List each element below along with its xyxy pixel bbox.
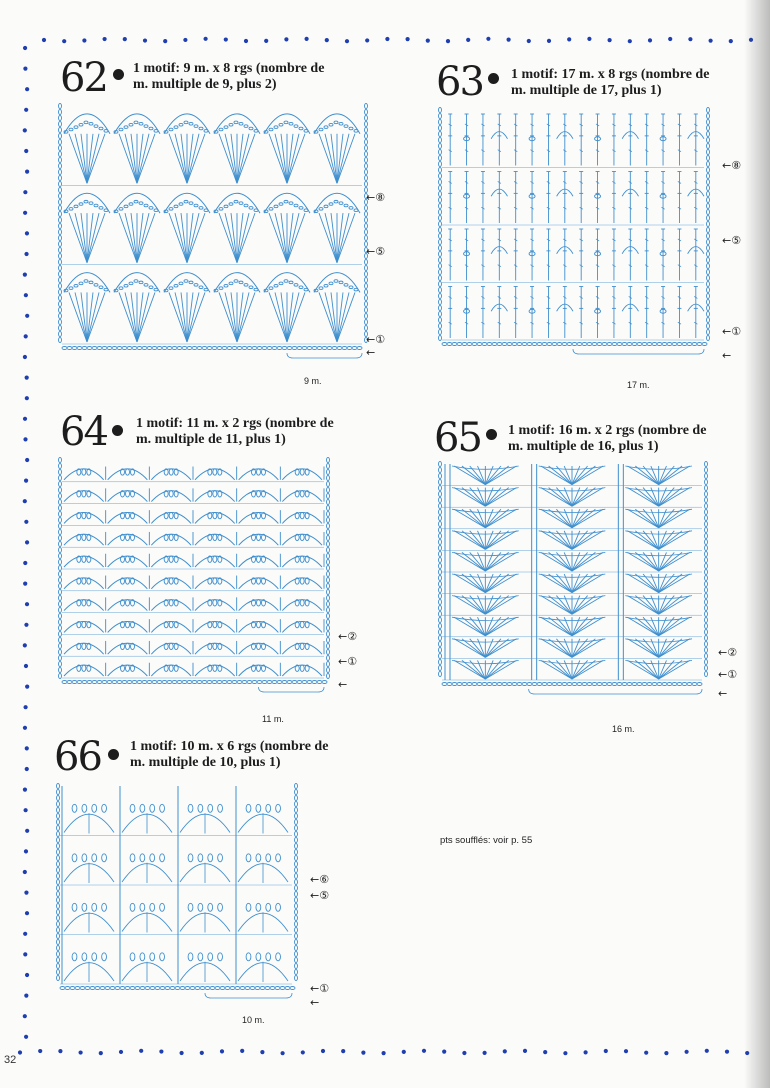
repeat-label-66: 10 m. bbox=[242, 1015, 265, 1025]
row-marker-5: ←⑤ bbox=[722, 234, 742, 247]
pattern-bullet bbox=[113, 69, 124, 80]
pattern-bullet bbox=[486, 429, 497, 440]
row-marker-1: ←① bbox=[718, 668, 738, 681]
page-binding-shadow bbox=[744, 0, 770, 1088]
pattern-description-line: 1 motif: 16 m. x 2 rgs (nombre de bbox=[508, 423, 707, 438]
pattern-description-line: m. multiple de 10, plus 1) bbox=[130, 755, 281, 770]
pattern-number-64: 64 bbox=[60, 409, 107, 455]
row-marker-8: ←⑧ bbox=[722, 159, 742, 172]
repeat-label-63: 17 m. bbox=[627, 380, 650, 390]
row-marker-2: ←② bbox=[718, 646, 738, 659]
pattern-description-63 bbox=[511, 67, 709, 99]
puff-stitch-note: pts soufflés: voir p. 55 bbox=[440, 835, 533, 846]
pattern-description-65 bbox=[508, 423, 706, 455]
start-arrow: ← bbox=[366, 346, 376, 359]
crochet-chart-63 bbox=[436, 104, 718, 366]
row-marker-2: ←② bbox=[338, 630, 358, 643]
pattern-description-line: 1 motif: 11 m. x 2 rgs (nombre de bbox=[136, 416, 334, 431]
page-number: 32 bbox=[4, 1054, 17, 1066]
pattern-bullet bbox=[112, 425, 123, 436]
crochet-chart-64 bbox=[56, 454, 338, 704]
pattern-description-62 bbox=[133, 61, 324, 93]
start-arrow: ← bbox=[718, 687, 728, 700]
start-arrow: ← bbox=[722, 349, 732, 362]
start-arrow: ← bbox=[338, 678, 348, 691]
crochet-chart-62 bbox=[56, 100, 376, 370]
pattern-description-line: m. multiple de 17, plus 1) bbox=[511, 83, 662, 98]
row-marker-1: ←① bbox=[722, 325, 742, 338]
repeat-label-65: 16 m. bbox=[612, 724, 635, 734]
row-marker-1: ←① bbox=[310, 982, 330, 995]
crochet-chart-65 bbox=[436, 458, 716, 706]
start-arrow: ← bbox=[310, 996, 320, 1009]
row-marker-6: ←⑥ bbox=[310, 873, 330, 886]
pattern-description-line: 1 motif: 10 m. x 6 rgs (nombre de bbox=[130, 739, 329, 754]
pattern-number-62: 62 bbox=[60, 55, 107, 101]
pattern-description-66 bbox=[130, 739, 328, 771]
pattern-description-line: 1 motif: 9 m. x 8 rgs (nombre de bbox=[133, 61, 325, 76]
pattern-description-line: 1 motif: 17 m. x 8 rgs (nombre de bbox=[511, 67, 710, 82]
row-marker-5: ←⑤ bbox=[310, 889, 330, 902]
pattern-number-65: 65 bbox=[434, 415, 481, 461]
pattern-description-line: m. multiple de 11, plus 1) bbox=[136, 432, 286, 447]
pattern-description-64 bbox=[136, 416, 334, 448]
row-marker-5: ←⑤ bbox=[366, 245, 386, 258]
crochet-chart-66 bbox=[54, 780, 306, 1010]
row-marker-1: ←① bbox=[366, 333, 386, 346]
repeat-label-64: 11 m. bbox=[262, 714, 284, 724]
pattern-bullet bbox=[488, 73, 499, 84]
repeat-label-62: 9 m. bbox=[304, 376, 322, 386]
row-marker-1: ←① bbox=[338, 655, 358, 668]
pattern-bullet bbox=[108, 749, 119, 760]
pattern-number-66: 66 bbox=[54, 734, 101, 780]
pattern-number-63: 63 bbox=[436, 59, 483, 105]
pattern-description-line: m. multiple de 16, plus 1) bbox=[508, 439, 659, 454]
pattern-description-line: m. multiple de 9, plus 2) bbox=[133, 77, 277, 92]
row-marker-8: ←⑧ bbox=[366, 191, 386, 204]
